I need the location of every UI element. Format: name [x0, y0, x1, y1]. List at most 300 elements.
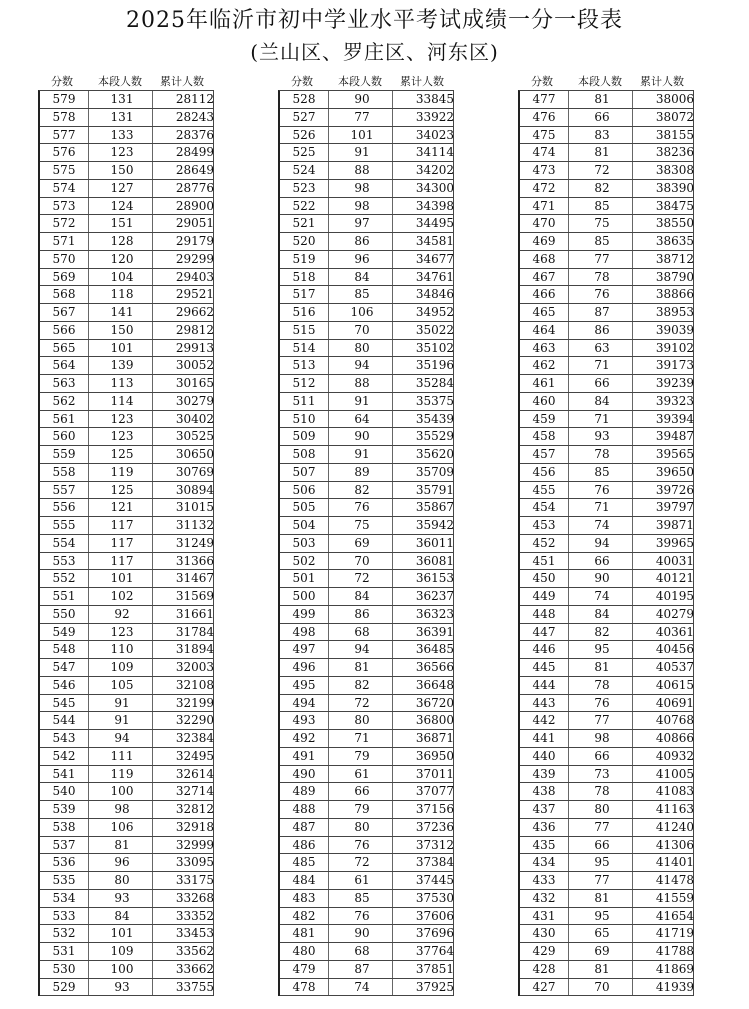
- table-row: [280, 340, 453, 358]
- table-row: [280, 411, 453, 429]
- score-cell: 473: [532, 163, 556, 177]
- score-cell: 571: [52, 234, 76, 248]
- cumulative-count-cell: 38953: [655, 305, 694, 319]
- table-row: [40, 748, 213, 766]
- segment-count-cell: 133: [110, 127, 134, 142]
- segment-count-cell: 78: [594, 677, 610, 692]
- table-row: [280, 837, 453, 855]
- table-row: [280, 375, 453, 393]
- cumulative-count-cell: 36566: [415, 660, 454, 674]
- table-row: [280, 641, 453, 659]
- table-row: [280, 872, 453, 890]
- cumulative-count-cell: 31894: [175, 642, 214, 657]
- segment-count-cell: 70: [354, 322, 370, 337]
- score-cell: 438: [532, 784, 556, 799]
- cumulative-count-cell: 41654: [655, 908, 694, 923]
- table-row: [40, 908, 213, 926]
- table-row: [40, 819, 213, 837]
- score-cell: 488: [292, 802, 316, 816]
- score-cell: 545: [52, 695, 76, 710]
- score-cell: 536: [52, 855, 76, 870]
- cumulative-count-cell: 40121: [655, 571, 694, 586]
- cumulative-count-cell: 30650: [175, 447, 214, 461]
- table-row: [520, 375, 693, 393]
- table-row: [280, 233, 453, 251]
- segment-count-cell: 123: [110, 624, 134, 639]
- segment-count-cell: 71: [354, 731, 370, 745]
- cumulative-count-cell: 32812: [175, 802, 214, 816]
- cumulative-count-cell: 32108: [175, 677, 214, 692]
- table-row: [520, 677, 693, 695]
- table-row: [40, 446, 213, 464]
- table-row: [520, 446, 693, 464]
- table-row: [520, 801, 693, 819]
- table-row: [40, 837, 213, 855]
- cumulative-count-cell: 30769: [175, 464, 214, 479]
- segment-count-cell: 98: [354, 198, 370, 213]
- cumulative-count-cell: 36391: [415, 624, 454, 639]
- table-row: [40, 411, 213, 429]
- cumulative-count-cell: 28243: [175, 109, 214, 124]
- score-cell: 566: [52, 322, 76, 337]
- table-row: [40, 269, 213, 287]
- header-cumulative-count: 累计人数: [160, 75, 204, 88]
- score-cell: 538: [52, 819, 76, 834]
- score-cell: 475: [532, 127, 556, 142]
- segment-count-cell: 64: [354, 411, 370, 426]
- segment-count-cell: 106: [110, 819, 134, 834]
- segment-count-cell: 120: [110, 251, 134, 266]
- cumulative-count-cell: 29179: [175, 234, 214, 248]
- table-row: [280, 908, 453, 926]
- score-cell: 461: [532, 376, 556, 390]
- cumulative-count-cell: 41478: [655, 873, 694, 887]
- score-cell: 506: [292, 482, 316, 497]
- segment-count-cell: 72: [354, 695, 370, 710]
- score-cell: 574: [52, 180, 76, 195]
- score-cell: 479: [292, 961, 316, 976]
- table-row: [40, 801, 213, 819]
- table-row: [40, 783, 213, 801]
- table-row: [280, 766, 453, 784]
- cumulative-count-cell: 38866: [655, 287, 694, 302]
- score-cell: 469: [532, 234, 556, 248]
- cumulative-count-cell: 41869: [655, 961, 694, 976]
- segment-count-cell: 70: [594, 979, 610, 994]
- cumulative-count-cell: 36153: [415, 571, 454, 586]
- table-row: [40, 357, 213, 375]
- cumulative-count-cell: 38635: [655, 234, 694, 248]
- segment-count-cell: 93: [114, 890, 130, 905]
- table-row: [40, 943, 213, 961]
- segment-count-cell: 93: [594, 429, 610, 444]
- segment-count-cell: 94: [354, 642, 370, 657]
- segment-count-cell: 77: [594, 713, 610, 728]
- table-row: [40, 961, 213, 979]
- table-row: [520, 499, 693, 517]
- score-cell: 493: [292, 713, 316, 728]
- segment-count-cell: 71: [594, 500, 610, 515]
- score-cell: 520: [292, 234, 316, 248]
- segment-count-cell: 71: [594, 358, 610, 373]
- table-row: [40, 180, 213, 198]
- cumulative-count-cell: 35709: [415, 464, 454, 479]
- segment-count-cell: 69: [354, 535, 370, 550]
- score-cell: 465: [532, 305, 556, 319]
- score-cell: 494: [292, 695, 316, 710]
- cumulative-count-cell: 32003: [175, 660, 214, 674]
- table-row: [520, 606, 693, 624]
- cumulative-count-cell: 39565: [655, 447, 694, 461]
- score-cell: 447: [532, 624, 556, 639]
- score-cell: 577: [52, 127, 76, 142]
- cumulative-count-cell: 34023: [415, 127, 454, 142]
- score-cell: 531: [52, 944, 76, 958]
- cumulative-count-cell: 32384: [175, 731, 214, 745]
- score-cell: 485: [292, 855, 316, 870]
- table-row: [40, 251, 213, 269]
- table-row: [40, 695, 213, 713]
- segment-count-cell: 84: [354, 589, 370, 603]
- cumulative-count-cell: 38790: [655, 269, 694, 284]
- header-cumulative-count: 累计人数: [400, 75, 444, 88]
- table-body: [278, 90, 454, 996]
- segment-count-cell: 117: [110, 518, 134, 532]
- table-row: [280, 570, 453, 588]
- cumulative-count-cell: 40768: [655, 713, 694, 728]
- cumulative-count-cell: 38550: [655, 216, 694, 231]
- score-cell: 514: [292, 340, 316, 355]
- cumulative-count-cell: 35529: [415, 429, 454, 444]
- cumulative-count-cell: 35375: [415, 393, 454, 408]
- score-cell: 569: [52, 269, 76, 284]
- segment-count-cell: 98: [114, 802, 130, 816]
- score-table-2: [278, 74, 454, 996]
- table-row: [520, 269, 693, 287]
- segment-count-cell: 86: [594, 322, 610, 337]
- cumulative-count-cell: 29403: [175, 269, 214, 284]
- segment-count-cell: 84: [354, 269, 370, 284]
- table-row: [40, 322, 213, 340]
- cumulative-count-cell: 28649: [175, 163, 214, 177]
- segment-count-cell: 91: [114, 695, 130, 710]
- segment-count-cell: 85: [594, 464, 610, 479]
- score-cell: 464: [532, 322, 556, 337]
- table-row: [280, 482, 453, 500]
- cumulative-count-cell: 40195: [655, 589, 694, 603]
- table-row: [520, 411, 693, 429]
- segment-count-cell: 76: [354, 837, 370, 852]
- cumulative-count-cell: 30402: [175, 411, 214, 426]
- cumulative-count-cell: 37530: [415, 890, 454, 905]
- table-row: [520, 357, 693, 375]
- score-cell: 549: [52, 624, 76, 639]
- score-cell: 500: [292, 589, 316, 603]
- cumulative-count-cell: 33095: [175, 855, 214, 870]
- score-cell: 482: [292, 908, 316, 923]
- segment-count-cell: 151: [110, 216, 134, 231]
- cumulative-count-cell: 35942: [415, 518, 454, 532]
- score-cell: 441: [532, 731, 556, 745]
- score-cell: 454: [532, 500, 556, 515]
- table-row: [520, 304, 693, 322]
- cumulative-count-cell: 32714: [175, 784, 214, 799]
- segment-count-cell: 110: [110, 642, 134, 657]
- table-row: [40, 925, 213, 943]
- table-row: [40, 304, 213, 322]
- score-cell: 460: [532, 393, 556, 408]
- table-row: [520, 908, 693, 926]
- table-row: [280, 393, 453, 411]
- segment-count-cell: 81: [594, 890, 610, 905]
- score-cell: 558: [52, 464, 76, 479]
- score-cell: 533: [52, 908, 76, 923]
- table-row: [520, 730, 693, 748]
- table-row: [520, 695, 693, 713]
- segment-count-cell: 66: [594, 109, 610, 124]
- table-row: [520, 340, 693, 358]
- score-cell: 452: [532, 535, 556, 550]
- score-cell: 428: [532, 961, 556, 976]
- score-cell: 519: [292, 251, 316, 266]
- table-row: [40, 286, 213, 304]
- score-cell: 476: [532, 109, 556, 124]
- cumulative-count-cell: 30894: [175, 482, 214, 497]
- cumulative-count-cell: 28499: [175, 145, 214, 160]
- table-row: [40, 979, 213, 997]
- table-row: [280, 464, 453, 482]
- cumulative-count-cell: 28112: [175, 92, 214, 106]
- segment-count-cell: 91: [354, 393, 370, 408]
- cumulative-count-cell: 36323: [415, 606, 454, 621]
- segment-count-cell: 84: [594, 606, 610, 621]
- segment-count-cell: 76: [594, 287, 610, 302]
- score-cell: 470: [532, 216, 556, 231]
- score-cell: 543: [52, 731, 76, 745]
- segment-count-cell: 95: [594, 642, 610, 657]
- table-row: [520, 641, 693, 659]
- segment-count-cell: 124: [110, 198, 134, 213]
- cumulative-count-cell: 37445: [415, 873, 454, 887]
- cumulative-count-cell: 29521: [175, 287, 214, 302]
- segment-count-cell: 61: [354, 873, 370, 887]
- table-row: [280, 695, 453, 713]
- cumulative-count-cell: 35620: [415, 447, 454, 461]
- score-cell: 449: [532, 589, 556, 603]
- cumulative-count-cell: 39239: [655, 376, 694, 390]
- cumulative-count-cell: 39871: [655, 518, 694, 532]
- cumulative-count-cell: 38072: [655, 109, 694, 124]
- table-row: [280, 819, 453, 837]
- segment-count-cell: 91: [114, 713, 130, 728]
- cumulative-count-cell: 36011: [415, 535, 454, 550]
- segment-count-cell: 114: [110, 393, 134, 408]
- score-cell: 444: [532, 677, 556, 692]
- score-cell: 561: [52, 411, 76, 426]
- cumulative-count-cell: 38308: [655, 163, 694, 177]
- cumulative-count-cell: 35439: [415, 411, 454, 426]
- table-row: [40, 570, 213, 588]
- table-row: [520, 783, 693, 801]
- score-cell: 567: [52, 305, 76, 319]
- cumulative-count-cell: 28776: [175, 180, 214, 195]
- table-row: [40, 588, 213, 606]
- cumulative-count-cell: 41240: [655, 819, 694, 834]
- score-cell: 576: [52, 145, 76, 160]
- score-cell: 554: [52, 535, 76, 550]
- score-cell: 451: [532, 553, 556, 568]
- segment-count-cell: 72: [354, 855, 370, 870]
- cumulative-count-cell: 40615: [655, 677, 694, 692]
- score-cell: 495: [292, 677, 316, 692]
- segment-count-cell: 82: [354, 482, 370, 497]
- cumulative-count-cell: 37925: [415, 979, 454, 994]
- score-cell: 529: [52, 979, 76, 994]
- segment-count-cell: 127: [110, 180, 134, 195]
- table-row: [280, 943, 453, 961]
- segment-count-cell: 81: [594, 92, 610, 106]
- score-cell: 535: [52, 873, 76, 887]
- table-row: [280, 890, 453, 908]
- table-row: [280, 535, 453, 553]
- cumulative-count-cell: 41005: [655, 766, 694, 781]
- segment-count-cell: 95: [594, 855, 610, 870]
- segment-count-cell: 66: [594, 748, 610, 763]
- cumulative-count-cell: 33922: [415, 109, 454, 124]
- cumulative-count-cell: 40456: [655, 642, 694, 657]
- segment-count-cell: 86: [354, 234, 370, 248]
- score-cell: 435: [532, 837, 556, 852]
- table-row: [280, 624, 453, 642]
- cumulative-count-cell: 35196: [415, 358, 454, 373]
- table-row: [280, 606, 453, 624]
- table-row: [520, 659, 693, 677]
- score-cell: 478: [292, 979, 316, 994]
- table-row: [40, 499, 213, 517]
- score-cell: 484: [292, 873, 316, 887]
- table-row: [520, 464, 693, 482]
- score-cell: 523: [292, 180, 316, 195]
- table-row: [40, 340, 213, 358]
- cumulative-count-cell: 40279: [655, 606, 694, 621]
- table-row: [520, 712, 693, 730]
- segment-count-cell: 81: [594, 660, 610, 674]
- segment-count-cell: 119: [110, 766, 134, 781]
- cumulative-count-cell: 41401: [655, 855, 694, 870]
- score-cell: 498: [292, 624, 316, 639]
- table-row: [520, 198, 693, 216]
- cumulative-count-cell: 33175: [175, 873, 214, 887]
- table-row: [520, 890, 693, 908]
- table-row: [280, 854, 453, 872]
- score-cell: 522: [292, 198, 316, 213]
- score-cell: 511: [292, 393, 316, 408]
- segment-count-cell: 123: [110, 429, 134, 444]
- cumulative-count-cell: 34202: [415, 163, 454, 177]
- table-row: [520, 393, 693, 411]
- cumulative-count-cell: 37156: [415, 802, 454, 816]
- score-cell: 534: [52, 890, 76, 905]
- cumulative-count-cell: 33268: [175, 890, 214, 905]
- score-cell: 527: [292, 109, 316, 124]
- table-row: [40, 393, 213, 411]
- table-row: [280, 925, 453, 943]
- cumulative-count-cell: 31132: [175, 518, 214, 532]
- cumulative-count-cell: 34300: [415, 180, 454, 195]
- cumulative-count-cell: 32918: [175, 819, 214, 834]
- score-cell: 433: [532, 873, 556, 887]
- table-row: [40, 144, 213, 162]
- score-cell: 556: [52, 500, 76, 515]
- segment-count-cell: 78: [594, 269, 610, 284]
- score-cell: 515: [292, 322, 316, 337]
- segment-count-cell: 101: [110, 571, 134, 586]
- table-row: [520, 215, 693, 233]
- score-cell: 555: [52, 518, 76, 532]
- segment-count-cell: 66: [594, 553, 610, 568]
- table-row: [280, 748, 453, 766]
- cumulative-count-cell: 33755: [175, 979, 214, 994]
- segment-count-cell: 74: [594, 518, 610, 532]
- table-row: [40, 215, 213, 233]
- score-cell: 459: [532, 411, 556, 426]
- cumulative-count-cell: 30052: [175, 358, 214, 373]
- cumulative-count-cell: 37384: [415, 855, 454, 870]
- table-body: [38, 90, 214, 996]
- table-row: [280, 428, 453, 446]
- table-row: [280, 801, 453, 819]
- score-cell: 474: [532, 145, 556, 160]
- score-cell: 551: [52, 589, 76, 603]
- cumulative-count-cell: 33845: [415, 92, 454, 106]
- table-body: [518, 90, 694, 996]
- score-cell: 530: [52, 961, 76, 976]
- score-cell: 443: [532, 695, 556, 710]
- score-cell: 502: [292, 553, 316, 568]
- score-cell: 544: [52, 713, 76, 728]
- segment-count-cell: 101: [110, 926, 134, 941]
- segment-count-cell: 86: [354, 606, 370, 621]
- cumulative-count-cell: 39039: [655, 322, 694, 337]
- segment-count-cell: 91: [354, 145, 370, 160]
- segment-count-cell: 77: [354, 109, 370, 124]
- segment-count-cell: 85: [594, 234, 610, 248]
- table-row: [520, 91, 693, 109]
- cumulative-count-cell: 38236: [655, 145, 694, 160]
- table-row: [520, 979, 693, 997]
- segment-count-cell: 74: [594, 589, 610, 603]
- table-row: [40, 482, 213, 500]
- header-cumulative-count: 累计人数: [640, 75, 684, 88]
- table-row: [280, 677, 453, 695]
- score-cell: 512: [292, 376, 316, 390]
- score-cell: 487: [292, 819, 316, 834]
- segment-count-cell: 83: [594, 127, 610, 142]
- table-row: [520, 233, 693, 251]
- cumulative-count-cell: 34846: [415, 287, 454, 302]
- segment-count-cell: 119: [110, 464, 134, 479]
- segment-count-cell: 101: [350, 127, 374, 142]
- table-row: [280, 659, 453, 677]
- table-row: [280, 357, 453, 375]
- segment-count-cell: 113: [110, 376, 134, 390]
- score-cell: 517: [292, 287, 316, 302]
- segment-count-cell: 77: [594, 251, 610, 266]
- table-row: [520, 943, 693, 961]
- score-cell: 453: [532, 518, 556, 532]
- table-row: [40, 535, 213, 553]
- score-cell: 430: [532, 926, 556, 941]
